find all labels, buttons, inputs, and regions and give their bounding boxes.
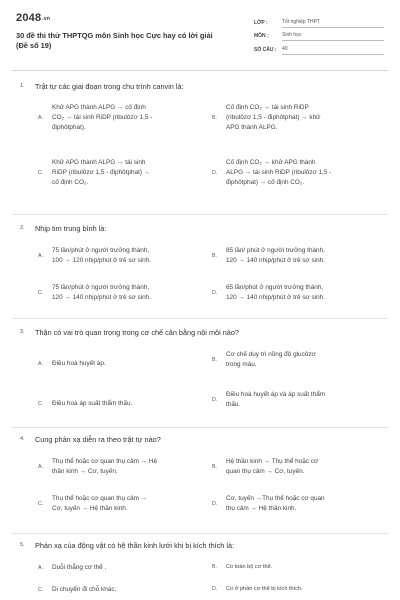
- question-3: [20, 328, 380, 337]
- option-line: Điều hoà huyết áp.: [52, 360, 106, 367]
- option-d[interactable]: [212, 390, 387, 410]
- option-line: Cố định CO₂ → khử APG thành: [226, 159, 316, 166]
- option-letter: D.: [212, 289, 218, 296]
- option-letter: C.: [38, 586, 44, 593]
- question-divider: [12, 214, 388, 215]
- option-letter: C.: [38, 169, 44, 176]
- question-divider: [12, 427, 388, 428]
- option-a[interactable]: [38, 246, 203, 266]
- option-c[interactable]: [38, 494, 208, 514]
- option-line: Khử APG thành ALPG → tái sinh: [52, 159, 146, 166]
- meta-value: Sinh học: [282, 32, 384, 41]
- option-line: cố định CO₂.: [52, 178, 89, 186]
- option-line: Co toàn bộ cơ thể.: [226, 564, 273, 570]
- option-line: Cố định CO₂ → tái sinh RiDP: [226, 104, 309, 111]
- option-line: APG thành ALPG.: [226, 123, 278, 131]
- option-a[interactable]: [38, 103, 188, 133]
- option-line: điphôtphat).: [52, 123, 86, 131]
- option-a[interactable]: [38, 457, 208, 477]
- option-letter: D.: [212, 500, 218, 507]
- option-letter: A.: [38, 463, 44, 470]
- option-b[interactable]: [212, 563, 387, 572]
- option-line: Co ở phần cơ thể bị kích thích.: [226, 586, 303, 592]
- option-line: RiDP (ribulôzơ 1,5 - điphôtphat) →: [52, 168, 151, 176]
- option-d[interactable]: [212, 283, 387, 303]
- option-d[interactable]: [212, 494, 387, 514]
- question-text: Nhịp tim trung bình là:: [35, 224, 107, 233]
- option-letter: D.: [212, 586, 218, 593]
- option-line: Khử APG thành ALPG → cố định: [52, 104, 146, 111]
- question-divider: [12, 533, 388, 534]
- option-letter: D.: [212, 169, 218, 176]
- option-line: CO₂ → tái sinh RiDP (ribulôzơ 1,5 -: [52, 113, 153, 121]
- question-number: 3.: [20, 329, 25, 335]
- option-letter: A.: [38, 252, 44, 259]
- question-1: [20, 82, 380, 91]
- meta-subject-row: [254, 28, 384, 42]
- option-line: Cơ, tuyến → Hệ thần kinh.: [52, 504, 128, 512]
- option-line: 65 lần/phút ở người trưởng thành,: [226, 284, 324, 291]
- option-line: thụ cảm → Hệ thần kinh.: [226, 504, 297, 512]
- option-line: điphôtphat) → cố định CO₂.: [226, 178, 305, 186]
- option-line: thần kinh → Cơ, tuyến.: [52, 467, 118, 475]
- question-text: Thận có vai trò quan trọng trong cơ chế cân bằng nội môi nào?: [35, 328, 239, 337]
- option-line: 120 → 140 nhịp/phút ở trẻ sơ sinh.: [226, 293, 325, 301]
- option-line: 100 → 120 nhịp/phút ở trẻ sơ sinh.: [52, 256, 151, 264]
- option-letter: B.: [212, 463, 218, 470]
- meta-label: MÔN :: [254, 33, 269, 39]
- option-line: trong máu.: [226, 360, 257, 368]
- option-line: Duỗi thẳng cơ thể .: [52, 564, 107, 571]
- option-line: 120 → 140 nhịp/phút ở trẻ sơ sinh.: [52, 293, 151, 301]
- option-letter: B.: [212, 356, 218, 363]
- option-line: Di chuyển đi chỗ khác,: [52, 586, 117, 593]
- option-line: thấu.: [226, 400, 241, 408]
- option-c[interactable]: [38, 283, 203, 303]
- option-letter: C.: [38, 289, 44, 296]
- option-d[interactable]: [212, 585, 387, 594]
- option-line: Cơ chế duy trì nồng độ glucôzơ: [226, 351, 316, 358]
- question-text: Phản xạ của động vật có hệ thần kinh lưới khi bị kích thích là:: [35, 541, 235, 550]
- option-c[interactable]: [38, 158, 203, 188]
- option-b[interactable]: [212, 457, 387, 477]
- option-line: 75 lần/phút ở người trưởng thành,: [52, 284, 150, 291]
- option-line: Hệ thần kinh → Thụ thể hoặc cơ: [226, 458, 319, 465]
- option-c[interactable]: [38, 399, 203, 409]
- option-letter: B.: [212, 564, 218, 571]
- option-line: Thụ thể hoặc cơ quan thụ cảm → Hệ: [52, 458, 158, 465]
- option-d[interactable]: [212, 158, 387, 188]
- exam-title: 30 đề thi thử THPTQG môn Sinh học Cực hay có lời giải (Đề số 19): [16, 31, 213, 50]
- option-letter: A.: [38, 564, 44, 571]
- question-number: 1.: [20, 83, 25, 89]
- option-b[interactable]: [212, 350, 387, 370]
- meta-label: LỚP :: [254, 19, 268, 26]
- question-number: 2.: [20, 225, 25, 231]
- option-line: Điều hoà áp suất thẩm thấu.: [52, 400, 133, 407]
- option-line: Cơ, tuyến →Thụ thể hoặc cơ quan: [226, 495, 325, 502]
- question-2: [20, 224, 380, 233]
- option-a[interactable]: [38, 563, 203, 573]
- option-letter: C.: [38, 500, 44, 507]
- meta-value: Tốt nghiệp THPT: [282, 19, 384, 28]
- option-letter: A.: [38, 114, 44, 121]
- option-line: 120 → 140 nhịp/phút ở trẻ sơ sinh.: [226, 256, 325, 264]
- option-line: Điều hoà huyết áp và áp suất thẩm: [226, 391, 326, 398]
- option-b[interactable]: [212, 246, 387, 266]
- question-text: Trật tự các giai đoạn trong chu trình canvin là:: [35, 82, 184, 91]
- option-line: 75 lần/phút ở người trưởng thành,: [52, 247, 150, 254]
- meta-count-row: [254, 41, 384, 55]
- question-5: [20, 541, 380, 550]
- option-a[interactable]: [38, 359, 203, 369]
- question-4: [20, 435, 380, 444]
- exam-meta: [254, 14, 384, 55]
- option-letter: D.: [212, 396, 218, 403]
- option-b[interactable]: [212, 103, 382, 133]
- question-number: 5.: [20, 542, 25, 548]
- question-number: 4.: [20, 436, 25, 442]
- option-line: (ribulôzơ 1,5 - điphôtphat) → khử: [226, 113, 321, 121]
- option-letter: B.: [212, 114, 218, 121]
- option-c[interactable]: [38, 585, 203, 595]
- question-divider: [12, 318, 388, 319]
- option-letter: A.: [38, 360, 44, 367]
- meta-class-row: [254, 14, 384, 28]
- meta-label: SỐ CÂU :: [254, 46, 277, 53]
- option-line: Thụ thể hoặc cơ quan thụ cảm →: [52, 495, 148, 502]
- question-text: Cung phản xạ diễn ra theo trật tự nào?: [35, 435, 161, 444]
- header-divider: [12, 70, 388, 71]
- option-letter: B.: [212, 252, 218, 259]
- option-line: quan thụ cảm → Cơ, tuyến.: [226, 467, 305, 475]
- meta-value: 40: [282, 46, 384, 55]
- option-line: ALPG → tái sinh RiDP (ribulôzơ 1,5 -: [226, 168, 332, 176]
- option-line: 85 lần/ phút ở người trưởng thành,: [226, 247, 325, 254]
- site-logo[interactable]: 2048.vn: [16, 12, 51, 24]
- option-letter: C.: [38, 400, 44, 407]
